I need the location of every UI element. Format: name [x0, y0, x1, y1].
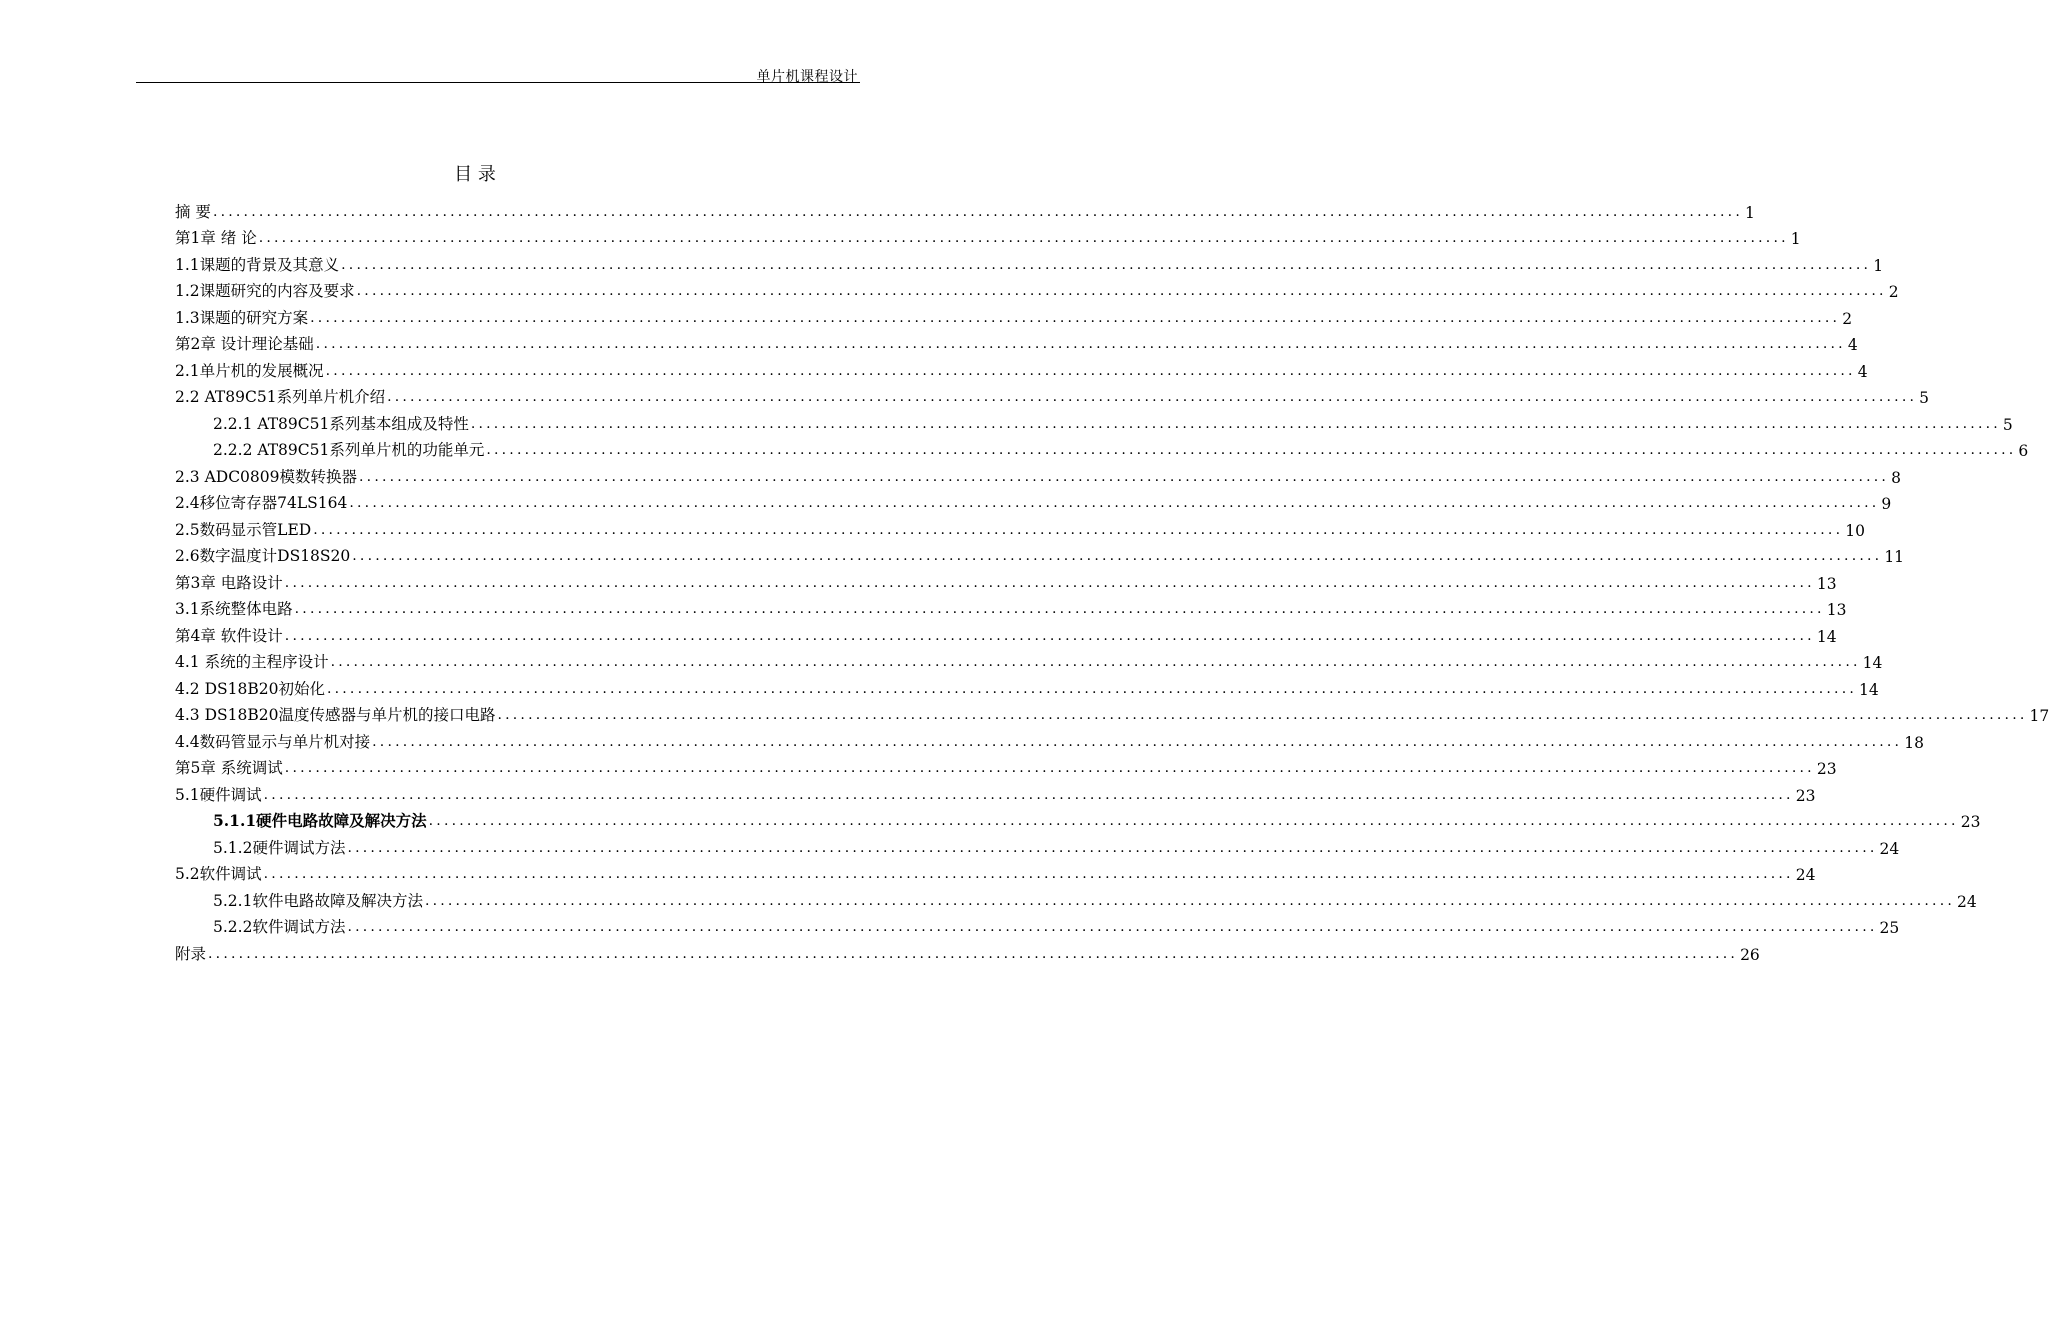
toc-leader-dots: ........................................................................................................................................................................................................	[284, 627, 1815, 644]
toc-leader-dots: ........................................................................................................................................................................................................	[258, 230, 1789, 246]
toc-entry-page: 24	[1957, 892, 1977, 911]
toc-leader-dots: ........................................................................................................................................................................................................	[349, 495, 1880, 511]
toc-leader-dots: ........................................................................................................................................................................................................	[310, 309, 1841, 326]
toc-leader-dots: ........................................................................................................................................................................................................	[315, 336, 1846, 352]
toc-entry[interactable]	[175, 407, 2013, 434]
toc-leader-dots: ........................................................................................................................................................................................................	[330, 654, 1861, 670]
toc-entry[interactable]	[175, 646, 1883, 673]
toc-entry-page: 25	[1879, 919, 1900, 937]
toc-entry-page: 14	[1859, 680, 1879, 699]
toc-entry-label: 1.2课题研究的内容及要求	[175, 282, 355, 300]
toc-entry-page: 8	[1891, 468, 1901, 487]
toc-entry[interactable]	[175, 301, 1853, 328]
toc-leader-dots: ........................................................................................................................................................................................................	[325, 362, 1856, 379]
toc-entry-label: 2.3 ADC0809模数转换器	[175, 467, 358, 486]
toc-entry-label: 第3章 电路设计	[175, 573, 283, 592]
toc-entry[interactable]	[175, 805, 1981, 832]
toc-entry-page: 17	[2029, 707, 2049, 725]
toc-entry-label: 第2章 设计理论基础	[175, 335, 314, 353]
toc-entry[interactable]	[175, 540, 1905, 567]
toc-entry-page: 18	[1904, 733, 1924, 752]
toc-leader-dots: ........................................................................................................................................................................................................	[294, 601, 1825, 617]
toc-leader-dots: ........................................................................................................................................................................................................	[470, 415, 2001, 432]
toc-entry-page: 23	[1795, 786, 1816, 805]
toc-entry-page: 1	[1873, 256, 1884, 275]
toc-leader-dots: ........................................................................................................................................................................................................	[359, 468, 1890, 485]
toc-entry-label: 摘 要	[175, 202, 211, 221]
toc-entry-label: 4.4数码管显示与单片机对接	[175, 732, 371, 751]
toc-entry-label: 5.1.1硬件电路故障及解决方法	[213, 811, 427, 830]
toc-entry[interactable]	[175, 619, 1837, 646]
toc-entry[interactable]	[175, 831, 1900, 858]
toc-entry[interactable]	[175, 460, 1901, 487]
toc-entry[interactable]	[175, 911, 1900, 938]
toc-entry-page: 5	[1919, 389, 1929, 407]
toc-entry[interactable]	[175, 513, 1865, 540]
toc-entry-label: 5.1.2硬件调试方法	[213, 838, 346, 857]
toc-entry[interactable]	[175, 487, 1892, 514]
toc-entry[interactable]	[175, 354, 1868, 381]
toc-entry-label: 4.2 DS18B20初始化	[175, 679, 325, 698]
toc-entry-page: 9	[1881, 495, 1892, 513]
table-of-contents	[175, 195, 2049, 964]
toc-entry-label: 4.1 系统的主程序设计	[175, 653, 329, 671]
toc-leader-dots: ........................................................................................................................................................................................................	[347, 839, 1878, 856]
toc-leader-dots: ........................................................................................................................................................................................................	[497, 707, 2028, 723]
toc-entry[interactable]	[175, 222, 1801, 249]
toc-leader-dots: ........................................................................................................................................................................................................	[347, 919, 1878, 935]
toc-leader-dots: ........................................................................................................................................................................................................	[208, 945, 1739, 962]
toc-entry-label: 2.2.1 AT89C51系列基本组成及特性	[213, 414, 469, 433]
toc-entry-page: 13	[1816, 574, 1837, 593]
toc-entry-label: 5.2.2软件调试方法	[213, 918, 346, 936]
toc-entry-label: 4.3 DS18B20温度传感器与单片机的接口电路	[175, 706, 496, 724]
toc-leader-dots: ........................................................................................................................................................................................................	[263, 866, 1794, 882]
toc-entry[interactable]	[175, 937, 1760, 964]
toc-entry-label: 第5章 系统调试	[175, 759, 283, 777]
toc-leader-dots: ........................................................................................................................................................................................................	[428, 813, 1959, 829]
toc-entry[interactable]	[175, 434, 2029, 461]
toc-leader-dots: ........................................................................................................................................................................................................	[372, 733, 1903, 750]
toc-entry-label: 第1章 绪 论	[175, 229, 257, 247]
toc-entry[interactable]	[175, 593, 1847, 620]
toc-entry-page: 10	[1845, 521, 1865, 540]
toc-entry-label: 3.1系统整体电路	[175, 600, 293, 618]
toc-entry-page: 1	[1790, 230, 1801, 248]
toc-title: 目 录	[454, 164, 496, 185]
toc-leader-dots: ........................................................................................................................................................................................................	[326, 680, 1858, 697]
toc-entry-page: 2	[1888, 283, 1899, 301]
toc-entry-label: 2.4移位寄存器74LS164	[175, 494, 348, 512]
toc-leader-dots: ........................................................................................................................................................................................................	[341, 256, 1872, 273]
toc-leader-dots: ........................................................................................................................................................................................................	[313, 521, 1844, 538]
toc-entry-page: 11	[1884, 548, 1905, 566]
toc-entry-label: 5.1硬件调试	[175, 785, 262, 804]
toc-entry-page: 24	[1879, 839, 1900, 858]
toc-entry[interactable]	[175, 381, 1929, 408]
toc-entry-label: 第4章 软件设计	[175, 626, 283, 645]
toc-entry-label: 2.6数字温度计DS18S20	[175, 547, 351, 565]
toc-entry-page: 4	[1847, 336, 1858, 354]
toc-leader-dots: ........................................................................................................................................................................................................	[486, 442, 2017, 458]
toc-entry-label: 2.2.2 AT89C51系列单片机的功能单元	[213, 441, 485, 459]
toc-leader-dots: ........................................................................................................................................................................................................	[356, 283, 1887, 299]
toc-entry[interactable]	[175, 672, 1879, 699]
toc-entry[interactable]	[175, 328, 1858, 355]
toc-entry-label: 2.2 AT89C51系列单片机介绍	[175, 388, 386, 406]
toc-entry-label: 1.1课题的背景及其意义	[175, 255, 340, 274]
toc-entry-page: 24	[1795, 866, 1816, 884]
toc-entry-page: 2	[1842, 309, 1853, 328]
toc-entry[interactable]	[175, 752, 1837, 779]
toc-entry[interactable]	[175, 699, 2049, 726]
header-rule	[136, 82, 860, 83]
toc-entry-page: 23	[1816, 760, 1837, 778]
toc-entry-label: 5.2.1软件电路故障及解决方法	[213, 891, 423, 910]
toc-leader-dots: ........................................................................................................................................................................................................	[387, 389, 1918, 405]
toc-entry[interactable]	[175, 195, 1755, 222]
running-header-title: 单片机课程设计	[756, 69, 858, 85]
toc-entry-label: 2.1单片机的发展概况	[175, 361, 324, 380]
toc-entry[interactable]	[175, 725, 1924, 752]
toc-entry-page: 23	[1960, 813, 1981, 831]
toc-entry-page: 14	[1816, 627, 1837, 646]
toc-entry-page: 6	[2018, 442, 2029, 460]
toc-entry-page: 4	[1857, 362, 1868, 381]
toc-entry-label: 5.2软件调试	[175, 865, 262, 883]
toc-leader-dots: ........................................................................................................................................................................................................	[424, 892, 1955, 909]
toc-entry[interactable]	[175, 884, 1977, 911]
toc-leader-dots: ........................................................................................................................................................................................................	[284, 760, 1815, 776]
toc-entry[interactable]	[175, 275, 1899, 302]
toc-entry[interactable]	[175, 778, 1816, 805]
toc-entry-page: 5	[2002, 415, 2013, 434]
toc-leader-dots: ........................................................................................................................................................................................................	[284, 574, 1815, 591]
toc-leader-dots: ........................................................................................................................................................................................................	[352, 548, 1883, 564]
toc-entry[interactable]	[175, 566, 1837, 593]
toc-entry-page: 26	[1740, 945, 1760, 964]
toc-entry-label: 附录	[175, 944, 207, 963]
toc-entry-page: 1	[1744, 203, 1755, 222]
toc-entry-label: 1.3课题的研究方案	[175, 308, 309, 327]
toc-leader-dots: ........................................................................................................................................................................................................	[212, 203, 1743, 220]
toc-entry-label: 2.5数码显示管LED	[175, 520, 312, 539]
toc-entry-page: 13	[1826, 601, 1847, 619]
toc-entry-page: 14	[1862, 654, 1883, 672]
toc-entry[interactable]	[175, 248, 1884, 275]
toc-entry[interactable]	[175, 858, 1816, 885]
toc-leader-dots: ........................................................................................................................................................................................................	[263, 786, 1794, 803]
